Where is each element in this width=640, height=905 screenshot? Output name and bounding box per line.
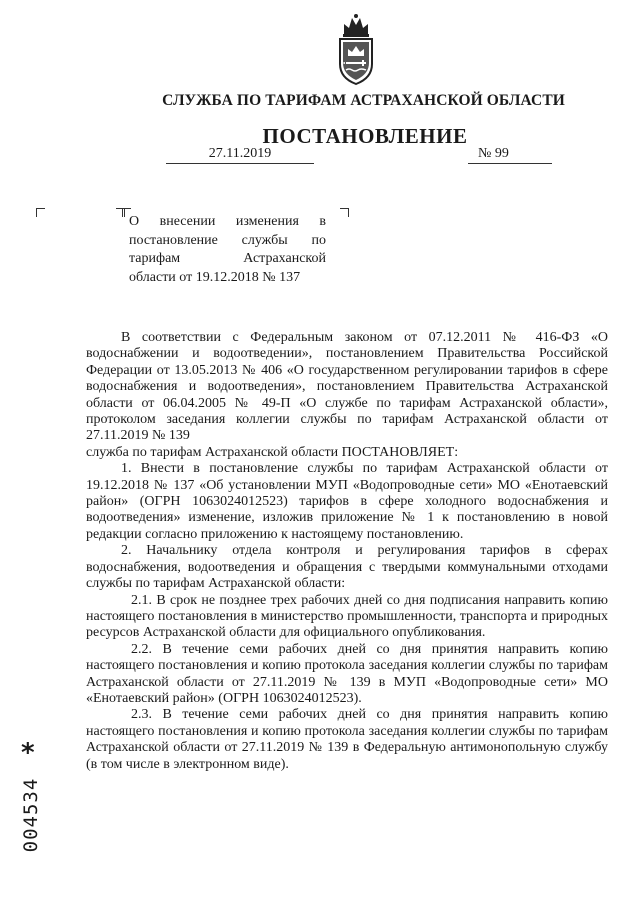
- subject-line: постановление службы по: [129, 232, 326, 248]
- document-date: 27.11.2019: [166, 146, 314, 164]
- preamble-paragraph: В соответствии с Федеральным законом от 07.12.2011 № 416-ФЗ «О водоснабжении и водоотведении», постановлением Правительства Российской Федерации от 13.05.2013 № 406 «О государственном регулировании тарифов в сфере водоснабжения и водоотведения», постановлением Правительства Астраханской области от 06.04.2005 № 49-П «О службе по тарифам Астраханской области», протоколом заседания коллегии службы по тарифам Астраханской области от 27.11.2019 № 139: [86, 330, 608, 444]
- corner-mark: [340, 208, 349, 217]
- subject-line: тарифам Астраханской: [129, 251, 326, 266]
- document-type: ПОСТАНОВЛЕНИЕ: [262, 124, 468, 148]
- document-body: [86, 330, 608, 773]
- agency-name: СЛУЖБА ПО ТАРИФАМ АСТРАХАНСКОЙ ОБЛАСТИ: [162, 92, 565, 109]
- subject-line: области от 19.12.2018 № 137: [129, 269, 301, 285]
- document-subject: [129, 213, 326, 287]
- item-1: 1. Внести в постановление службы по тарифам Астраханской области от 19.12.2018 № 137 «Об установлении МУП «Водопроводные сети» МО «Енотаевский район» (ОГРН 1063024012523) тарифов в сфере холодного водоснабжения и водоотведения» изменение, изложив приложение № 1 к постановлению в новой редакции согласно приложению к настоящему постановлению.: [86, 461, 608, 542]
- document-number: № 99: [468, 146, 552, 164]
- corner-mark: [36, 208, 45, 217]
- item-2-1: 2.1. В срок не позднее трех рабочих дней со дня подписания направить копию настоящего постановления в министерство промышленности, транспорта и природных ресурсов Астраханской области для официального опубликования.: [86, 592, 608, 641]
- subject-line: О внесении изменения в: [129, 214, 326, 229]
- item-2-2: 2.2. В течение семи рабочих дней со дня принятия направить копию настоящего постановления и копию протокола заседания коллегии службы по тарифам Астраханской области от 27.11.2019 № 139 в МУП «Водопроводные сети» МО «Енотаевский район» (ОГРН 1063024012523).: [86, 641, 608, 706]
- coat-of-arms-icon: [331, 12, 381, 86]
- registration-code: 004534: [20, 777, 42, 853]
- decree-line: служба по тарифам Астраханской области ПОСТАНОВЛЯЕТ:: [86, 444, 459, 460]
- registration-stamp: [20, 738, 42, 853]
- item-2: 2. Начальнику отдела контроля и регулирования тарифов в сферах водоснабжения, водоотведения и обращения с твердыми коммунальными отходами службы по тарифам Астраханской области:: [86, 543, 608, 592]
- item-2-3: 2.3. В течение семи рабочих дней со дня принятия направить копию настоящего постановления и копию протокола заседания коллегии службы по тарифам Астраханской области от 27.11.2019 № 139 в Федеральную антимонопольную службу (в том числе в электронном виде).: [86, 707, 608, 772]
- star-mark: *: [21, 738, 35, 768]
